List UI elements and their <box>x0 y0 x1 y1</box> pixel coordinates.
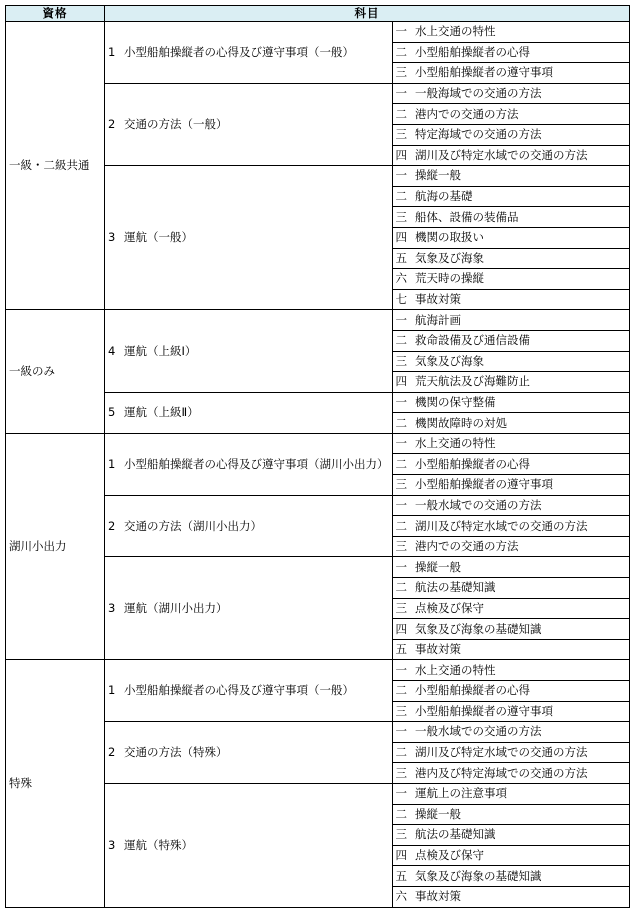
item-cell <box>392 825 629 846</box>
item-cell <box>392 104 629 125</box>
subject-number: 3 <box>108 230 116 245</box>
subject-name: 交通の方法（湖川小出力） <box>124 518 263 533</box>
item-number: 一 <box>395 559 408 574</box>
item-text: 一般海域での交通の方法 <box>415 86 542 101</box>
subject-name: 小型船舶操縦者の心得及び遵守事項（一般） <box>124 683 355 698</box>
item-text: 水上交通の特性 <box>415 24 496 39</box>
item-cell <box>392 475 629 496</box>
item-number: 五 <box>395 642 408 657</box>
subject-name: 運航（湖川小出力） <box>124 600 228 615</box>
item-text: 航法の基礎知識 <box>415 580 496 595</box>
item-text: 気象及び海象 <box>415 250 485 265</box>
item-text: 気象及び海象の基礎知識 <box>415 868 542 883</box>
item-text: 救命設備及び通信設備 <box>415 333 531 348</box>
item-number: 四 <box>395 621 408 636</box>
item-text: 小型船舶操縦者の遵守事項 <box>415 477 554 492</box>
item-cell <box>392 83 629 104</box>
item-text: 点検及び保守 <box>415 600 485 615</box>
item-number: 一 <box>395 168 408 183</box>
subject-number: 3 <box>108 837 116 852</box>
item-number: 五 <box>395 250 408 265</box>
item-text: 事故対策 <box>415 292 462 307</box>
qualification-cell: 一級のみ <box>6 310 105 434</box>
item-text: 一般水域での交通の方法 <box>415 497 542 512</box>
item-text: 気象及び海象 <box>415 353 485 368</box>
item-number: 三 <box>395 209 408 224</box>
item-text: 小型船舶操縦者の遵守事項 <box>415 65 554 80</box>
item-text: 運航上の注意事項 <box>415 786 508 801</box>
subject-name: 運航（上級Ⅰ） <box>124 343 197 358</box>
item-text: 荒天時の操縦 <box>415 271 485 286</box>
item-text: 港内での交通の方法 <box>415 539 519 554</box>
item-text: 操縦一般 <box>415 806 462 821</box>
item-number: 二 <box>395 106 408 121</box>
item-number: 一 <box>395 786 408 801</box>
item-number: 二 <box>395 806 408 821</box>
item-cell <box>392 145 629 166</box>
item-cell <box>392 845 629 866</box>
item-cell <box>392 701 629 722</box>
item-number: 一 <box>395 724 408 739</box>
item-cell <box>392 392 629 413</box>
item-number: 三 <box>395 127 408 142</box>
qualification-cell: 一級・二級共通 <box>6 22 105 310</box>
item-cell <box>392 742 629 763</box>
subject-name: 交通の方法（一般） <box>124 116 228 131</box>
subject-number: 5 <box>108 405 116 420</box>
item-cell <box>392 351 629 372</box>
item-cell <box>392 186 629 207</box>
item-number: 一 <box>395 497 408 512</box>
item-text: 航法の基礎知識 <box>415 827 496 842</box>
item-number: 三 <box>395 765 408 780</box>
item-cell <box>392 804 629 825</box>
item-text: 一般水域での交通の方法 <box>415 724 542 739</box>
item-cell <box>392 886 629 907</box>
header-row <box>6 6 630 22</box>
subject-cell <box>105 660 393 722</box>
item-number: 五 <box>395 868 408 883</box>
item-cell <box>392 227 629 248</box>
item-text: 小型船舶操縦者の心得 <box>415 456 531 471</box>
item-cell <box>392 536 629 557</box>
item-number: 六 <box>395 271 408 286</box>
item-cell <box>392 124 629 145</box>
item-text: 事故対策 <box>415 642 462 657</box>
item-number: 一 <box>395 24 408 39</box>
item-cell <box>392 783 629 804</box>
item-text: 点検及び保守 <box>415 848 485 863</box>
item-cell <box>392 557 629 578</box>
item-cell <box>392 598 629 619</box>
item-number: 二 <box>395 333 408 348</box>
item-cell <box>392 866 629 887</box>
subject-number: 2 <box>108 116 116 131</box>
subject-name: 運航（特殊） <box>124 837 194 852</box>
header-qualification: 資格 <box>6 6 105 22</box>
subject-cell <box>105 495 393 557</box>
item-text: 水上交通の特性 <box>415 436 496 451</box>
item-text: 操縦一般 <box>415 168 462 183</box>
subject-name: 交通の方法（特殊） <box>124 745 228 760</box>
item-text: 荒天航法及び海難防止 <box>415 374 531 389</box>
item-number: 二 <box>395 683 408 698</box>
item-number: 一 <box>395 312 408 327</box>
subject-number: 1 <box>108 44 116 59</box>
item-text: 気象及び海象の基礎知識 <box>415 621 542 636</box>
item-number: 三 <box>395 600 408 615</box>
syllabus-table <box>5 5 630 908</box>
table-body <box>6 22 630 908</box>
subject-number: 4 <box>108 343 116 358</box>
item-number: 二 <box>395 415 408 430</box>
item-cell <box>392 42 629 63</box>
subject-cell <box>105 22 393 84</box>
item-cell <box>392 433 629 454</box>
subject-name: 運航（一般） <box>124 230 194 245</box>
item-text: 港内及び特定海域での交通の方法 <box>415 765 588 780</box>
qualification-cell: 湖川小出力 <box>6 433 105 660</box>
item-cell <box>392 454 629 475</box>
table-row <box>6 22 630 43</box>
item-number: 一 <box>395 394 408 409</box>
header-subject: 科目 <box>105 6 630 22</box>
item-text: 航海の基礎 <box>415 189 473 204</box>
table-row <box>6 660 630 681</box>
item-number: 三 <box>395 353 408 368</box>
item-text: 操縦一般 <box>415 559 462 574</box>
item-number: 二 <box>395 580 408 595</box>
item-text: 機関の取扱い <box>415 230 485 245</box>
item-cell <box>392 619 629 640</box>
subject-number: 1 <box>108 456 116 471</box>
item-cell <box>392 722 629 743</box>
subject-number: 3 <box>108 600 116 615</box>
subject-cell <box>105 392 393 433</box>
item-cell <box>392 681 629 702</box>
subject-cell <box>105 557 393 660</box>
item-number: 二 <box>395 44 408 59</box>
item-text: 水上交通の特性 <box>415 662 496 677</box>
item-text: 小型船舶操縦者の心得 <box>415 683 531 698</box>
item-text: 特定海域での交通の方法 <box>415 127 542 142</box>
subject-number: 1 <box>108 683 116 698</box>
item-number: 四 <box>395 230 408 245</box>
item-cell <box>392 763 629 784</box>
item-text: 港内での交通の方法 <box>415 106 519 121</box>
item-number: 三 <box>395 827 408 842</box>
item-number: 三 <box>395 65 408 80</box>
item-cell <box>392 413 629 434</box>
subject-name: 小型船舶操縦者の心得及び遵守事項（湖川小出力） <box>124 456 389 471</box>
item-number: 四 <box>395 374 408 389</box>
item-cell <box>392 269 629 290</box>
subject-name: 運航（上級Ⅱ） <box>124 405 199 420</box>
item-number: 二 <box>395 456 408 471</box>
qualification-cell: 特殊 <box>6 660 105 907</box>
subject-name: 小型船舶操縦者の心得及び遵守事項（一般） <box>124 44 355 59</box>
item-number: 二 <box>395 189 408 204</box>
subject-cell <box>105 166 393 310</box>
item-cell <box>392 22 629 43</box>
item-text: 小型船舶操縦者の遵守事項 <box>415 703 554 718</box>
item-cell <box>392 495 629 516</box>
item-number: 一 <box>395 436 408 451</box>
item-number: 一 <box>395 86 408 101</box>
item-cell <box>392 330 629 351</box>
item-cell <box>392 207 629 228</box>
subject-cell <box>105 310 393 392</box>
subject-cell <box>105 722 393 784</box>
subject-cell <box>105 433 393 495</box>
item-cell <box>392 639 629 660</box>
item-number: 三 <box>395 539 408 554</box>
item-cell <box>392 660 629 681</box>
item-cell <box>392 166 629 187</box>
item-text: 湖川及び特定水域での交通の方法 <box>415 518 588 533</box>
item-cell <box>392 248 629 269</box>
item-number: 六 <box>395 889 408 904</box>
item-text: 小型船舶操縦者の心得 <box>415 44 531 59</box>
table-row <box>6 310 630 331</box>
item-text: 船体、設備の装備品 <box>415 209 519 224</box>
subject-number: 2 <box>108 745 116 760</box>
item-number: 七 <box>395 292 408 307</box>
subject-cell <box>105 83 393 165</box>
item-cell <box>392 516 629 537</box>
item-cell <box>392 578 629 599</box>
item-cell <box>392 63 629 84</box>
table-row <box>6 433 630 454</box>
item-number: 二 <box>395 745 408 760</box>
item-number: 四 <box>395 147 408 162</box>
item-text: 航海計画 <box>415 312 462 327</box>
subject-cell <box>105 783 393 907</box>
item-cell <box>392 310 629 331</box>
item-cell <box>392 372 629 393</box>
subject-number: 2 <box>108 518 116 533</box>
item-text: 湖川及び特定水域での交通の方法 <box>415 745 588 760</box>
item-number: 三 <box>395 477 408 492</box>
item-text: 機関の保守整備 <box>415 394 496 409</box>
item-number: 一 <box>395 662 408 677</box>
item-text: 事故対策 <box>415 889 462 904</box>
item-text: 湖川及び特定水域での交通の方法 <box>415 147 588 162</box>
item-number: 四 <box>395 848 408 863</box>
item-number: 三 <box>395 703 408 718</box>
item-text: 機関故障時の対処 <box>415 415 508 430</box>
item-number: 二 <box>395 518 408 533</box>
item-cell <box>392 289 629 310</box>
